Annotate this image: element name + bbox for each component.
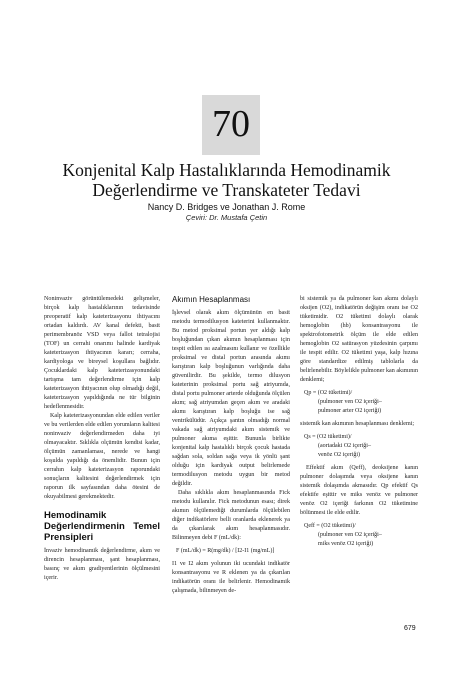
fick-formula: F (mL/dk) = R(mg/dk) / [I2-I1 (mg/mL)] — [176, 548, 275, 554]
paragraph: sistemik kan akımının hesaplanması denklemi; — [300, 421, 415, 427]
column-3 — [300, 295, 418, 553]
translator: Çeviri: Dr. Mustafa Çetin — [185, 213, 268, 222]
formula-line: (aortadaki O2 içeriği– — [318, 443, 371, 449]
chapter-number: 70 — [212, 103, 250, 145]
qp-formula — [304, 389, 418, 416]
formula-line: miks venöz O2 içeriği) — [318, 541, 374, 547]
paragraph: Daha sıklıkla akım hesaplanmasında Fick metodu kullanılır. Fick metodunun esası; direk akımın ölçülemediği durumlarda ölçülebilen diğer indikatörlere belli oranlarda eklenerek ya da çıkarılarak akım hesaplanmasıdır. Bilinmeyen debi F (mL/dk): — [172, 490, 290, 541]
formula-line: venöz O2 içeriği) — [318, 452, 360, 458]
paragraph: Kalp kateterizasyonundan elde edilen veriler ve bu verilerden elde edilen yorumların kalitesi noninvaziv değerlendirmeden daha iyi olmayacaktır. Sıklıkla olçümün kendisi kadar, ölçümün zamanlaması, nerede ve hangi koşulda yapıldığı da önemlidir. Bunun için cerrahın kalp kateterizasyon raporundaki sonuçların kalitesini değerlendirmek için raporun ilk sayfasından daha ötesini de okuyabilmesi gerekmektedir. — [44, 413, 160, 500]
page-number: 679 — [404, 625, 416, 632]
authors: Nancy D. Bridges ve Jonathan J. Rome — [147, 202, 306, 212]
formula-line: Qeff = (O2 tüketimi)/ — [304, 523, 356, 529]
chapter-title-line2: Değerlendirme ve Transkateter Tedavi — [92, 180, 361, 200]
column-2 — [172, 295, 290, 596]
chapter-title-line1: Konjenital Kalp Hastalıklarında Hemodinamik — [62, 160, 391, 180]
qs-formula — [304, 433, 418, 460]
paragraph: Effektif akım (Qeff), deoksijene kanın pulmoner dolaşımda veya oksijene kanın sistemik dolaşımda akmasıdır. Qp efektif Qs efektife eşittir ve miks venöz ve pulmoner venöz O2 içeriği farkının O2 tüketimine bölünmesi ile elde edilir. — [300, 465, 418, 516]
subsection-heading: Akımın Hesaplanması — [172, 295, 251, 304]
paragraph: İşlevsel olarak akım ölçümünün en basit metodu termodilusyon kateterini kullanmaktır. Bu metod proksimal portun yer aldığı kalp boşluğundan çıkan akımın hesaplanması için tespit edilen ısı azalmasını kullanır ve özellikle proksimal ve distal portun arasında akımı karıştıran kalp boşluğunun varlığında daha güvenilirdir. Bu şekilde, termo dilusyon kateterinin proksimal portu sağ atriyumda, distal portu pulmoner arterde olduğunda ölçülen akım; sağ atriyumdan geçen akım ve aradaki akımı karıştıran kalp boşluğu ise sağ ventrikülüdür. Açıkça şantın olmadığı normal vakada sağ atriyumdaki akım sistemik ve pulmoner akıma eşittir. Bununla birlikte konjenital kalp hastalıklı birçok çocuk hastada sağdan sola, soldan sağa veya ik yönlü şant olduğu için kardiyak output belirlemede termodilusyon metodu uygun bir metod değildir. — [172, 310, 290, 487]
paragraph: İnvaziv hemodinamik değerlendirme, akım ve direncin hesaplanması, şant hesaplanması, basınç ve akım gradiyentlerinin ölçülmesini içerir. — [44, 548, 160, 581]
paragraph: I1 ve I2 akım yolunun iki ucundaki indikatör konsantrasyonu ve R eklenen ya da çıkarılan indikatörün oranı ile belirlenir. Hemodinamik çalışmada, bilinmeyen de- — [172, 561, 290, 594]
formula-line: pulmoner arter O2 içeriği) — [318, 408, 382, 414]
section-heading: Hemodinamik Değerlendirmenin Temel Prensipleri — [44, 510, 160, 543]
paragraph: Noninvaziv görüntülemedeki gelişmeler, birçok kalp hastalıklarının tedavisinde preoperatif kalp kateterizasyonu ihtiyacını ortadan kaldırdı. AV kanal defekti, basit perimembranöz VSD veya fallot tetralojisi (TOF) un cerrahi onarımı halinde kardiyak kateterizasyon ihtiyacının kararı; cerraha, kardiyologa ve bireysel koşullara bağlıdır. Çocuklardaki kalp kateterizasyonundaki tartışma tam değerlendirme için kalp kateterizasyon ihtiyacının olup olmadığı değil, kateterizasyon yapıldığında ne tür bilginin hedeflenmesidir. — [44, 296, 160, 410]
formula-line: (pulmoner ven O2 içeriği– — [318, 399, 382, 405]
qeff-formula — [304, 522, 418, 549]
paragraph: bi sistemik ya da pulmoner kan akımı dolaylı oksijen (O2), indikatörün değişim oranı ise O2 tüketimidir. O2 tüketimi dolaylı olarak hemoglobin (hb) konsantrasyonu ile spektrofotometrik ölçüm ile elde edilen hemoglobin O2 satürasyon yüzdesinin çarpımı ile tespit edilir. O2 tüketimi yaşa, kalp hızına göre standardize edilmiş tablolarla da belirlenebilir. Böylelikle pulmoner kan akımının denklemi; — [300, 296, 418, 383]
formula-line: Qs = (O2 tüketimi)/ — [304, 434, 352, 440]
column-1 — [44, 295, 160, 583]
formula-line: Qp = (O2 tüketimi)/ — [304, 390, 353, 396]
formula-line: (pulmoner ven O2 içeriği– — [318, 532, 382, 538]
